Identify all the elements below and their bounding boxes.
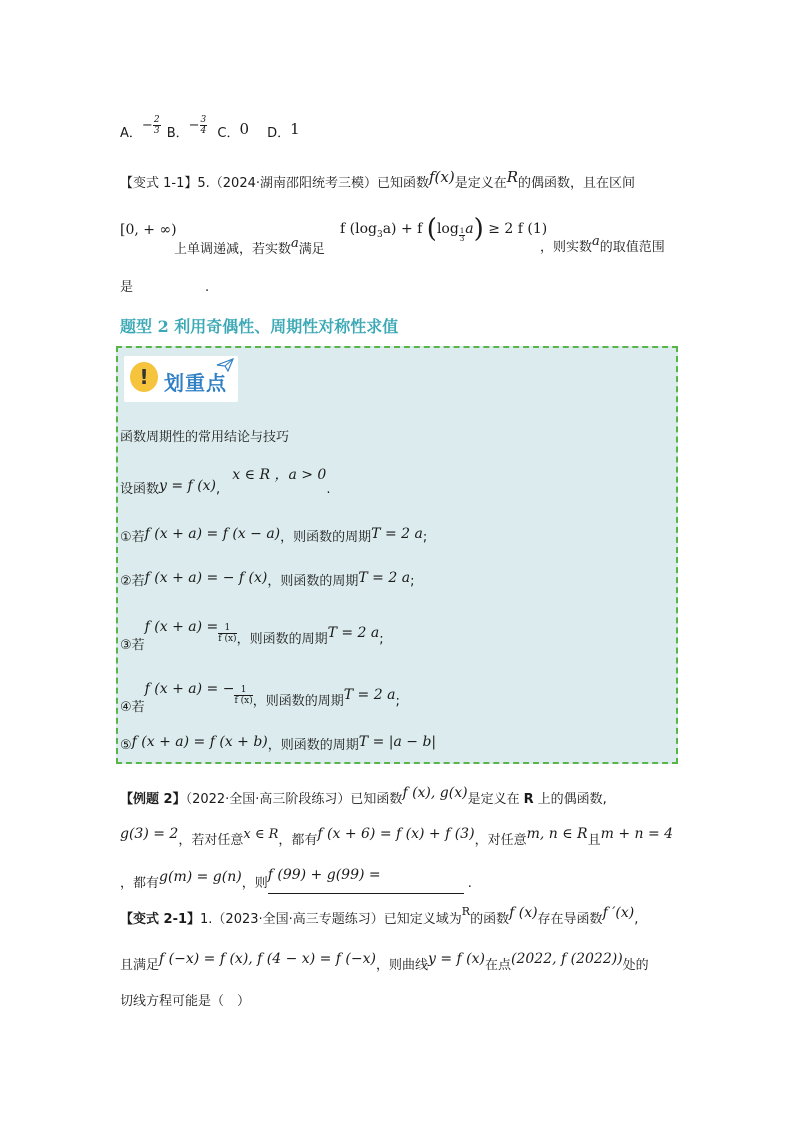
variant-1-1-interval: [0, + ∞): [120, 222, 177, 238]
math-a2: a: [592, 234, 600, 249]
key-rule-5: ⑤f (x + a) = f (x + b)，则函数的周期T = |a − b|: [120, 734, 437, 753]
example-2-line3: ，都有g(m) = g(n)，则f (99) + g(99) =.: [120, 866, 472, 886]
math-fx: f(x): [429, 168, 455, 186]
math-R: R: [506, 168, 519, 186]
variant-2-1-line2: 且满足f (−x) = f (x), f (4 − x) = f (−x)，则曲线y = f (x)在点(2022, f (2022))处的: [120, 951, 649, 973]
choice-c-value: 0: [239, 120, 250, 138]
key-intro: 函数周期性的常用结论与技巧: [120, 430, 290, 445]
choice-b-value: − $\frac{3}{4}$: [188, 115, 207, 136]
key-rule-3: ③若f (x + a) = $\frac{1}{f (x)}$ ，则函数的周期T = 2 a;: [120, 619, 384, 653]
variant-tag: 【变式 1-1】: [120, 176, 198, 191]
paper-plane-icon: [216, 358, 234, 375]
example-2-line1: 【例题 2】（2022·全国·高三阶段练习）已知函数f (x), g(x)是定义在 R 上的偶函数,: [120, 785, 607, 807]
variant-text: 是定义在: [454, 176, 507, 191]
math-a: a: [291, 236, 299, 251]
key-setup: 设函数y = f (x), x ∈ R ，a > 0.: [120, 467, 331, 497]
variant-1-1-inequality: f $(\log_3a) + f$ (log $\frac{1}{3}$ a) ≥ 2 f (1): [340, 214, 548, 244]
lightbulb-icon: !: [130, 362, 158, 392]
choice-a-value: − $\frac{2}{3}$: [141, 115, 160, 136]
variant-2-1-line1: 【变式 2-1】1.（2023·全国·高三专题练习）已知定义域为$^R$的函数f (x)存在导函数f ′(x),: [120, 905, 639, 927]
q1-choices: [120, 115, 300, 148]
variant-text: 的偶函数，且在区间: [518, 176, 636, 191]
key-points-badge: [124, 356, 238, 402]
choice-d-label: D．: [267, 126, 291, 141]
example-2-line2: g(3) = 2，若对任意x ∈ R，都有f (x + 6) = f (x) + f (3)，对任意m, n ∈ R且m + n = 4: [120, 826, 674, 848]
section-2-title: 题型 2 利用奇偶性、周期性对称性求值: [120, 317, 399, 336]
key-rule-4: ④若f (x + a) = − $\frac{1}{f (x)}$ ，则函数的周期T = 2 a;: [120, 681, 400, 715]
variant-2-1-line3: 切线方程可能是（ ）: [120, 994, 251, 1009]
key-rule-1: ①若f (x + a) = f (x − a)，则函数的周期T = 2 a;: [120, 526, 428, 545]
choice-c-label: C．: [217, 126, 240, 141]
choice-b-label: B．: [166, 126, 189, 141]
key-rule-2: ②若f (x + a) = − f (x)，则函数的周期T = 2 a;: [120, 570, 415, 589]
key-points-box: [116, 346, 678, 764]
variant-text: 5.（2024·湖南邵阳统考三模）已知函数: [197, 176, 429, 191]
example-2-answer-blank[interactable]: f (99) + g(99) =: [268, 877, 464, 894]
variant-1-1-line3: 是 .: [120, 280, 210, 295]
variant-1-1-text4: 上单调递减，若实数a满足: [174, 236, 325, 257]
variant-2-1-tag: 【变式 2-1】: [120, 912, 201, 927]
badge-label: 划重点: [164, 371, 227, 395]
variant-1-1-line1: [120, 168, 636, 191]
variant-1-1-text6: ，则实数a的取值范围: [540, 234, 665, 255]
choice-a-label: A．: [120, 126, 142, 141]
choice-d-value: 1: [290, 120, 300, 138]
example-tag: 【例题 2】: [120, 792, 186, 807]
